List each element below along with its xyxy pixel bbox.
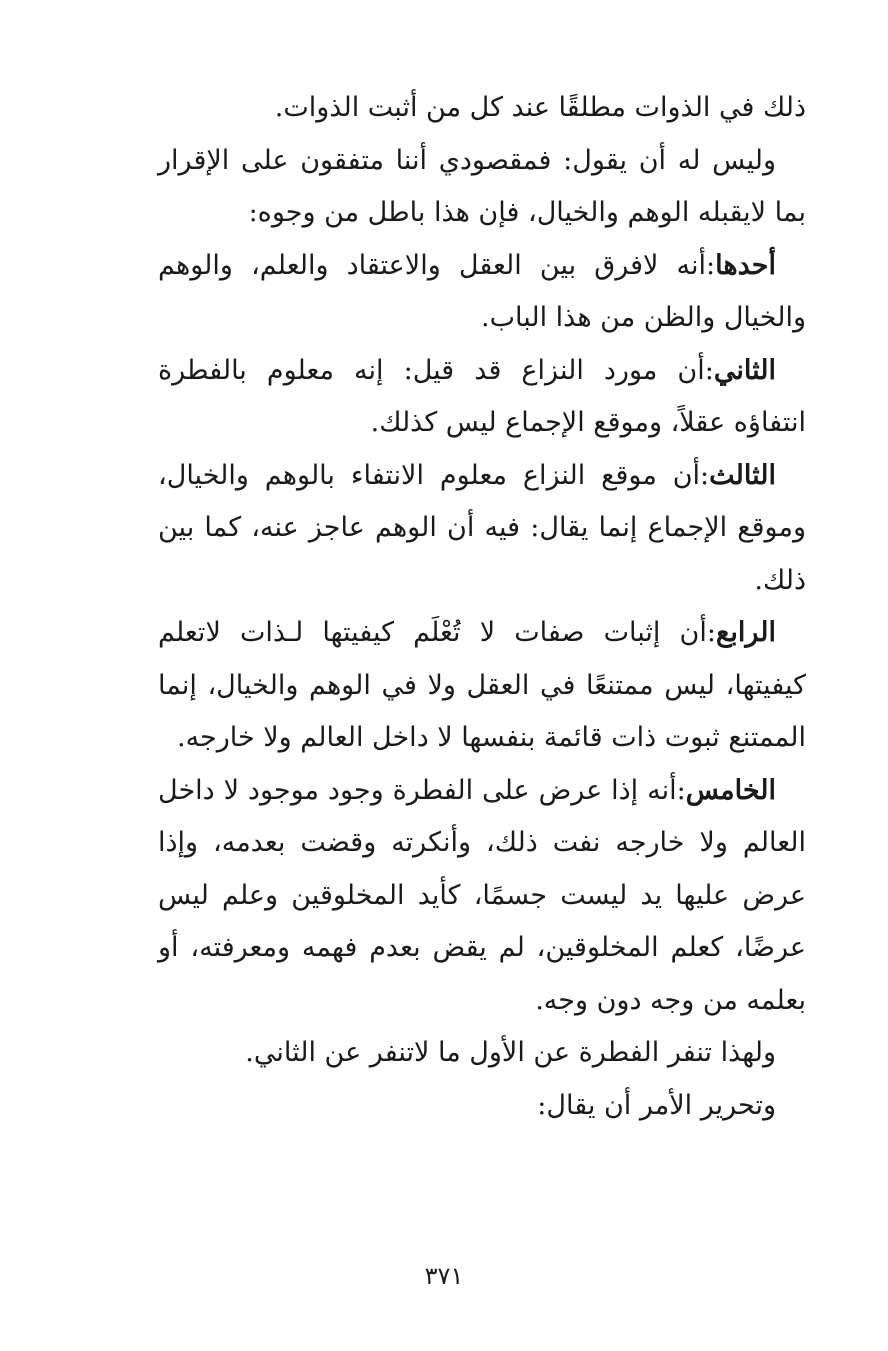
paragraph-text: أن إثبات صفات لا تُعْلَم كيفيتها لـذات لاتعلم كيفيتها، ليس ممتنعًا في العقل ولا في الوهم والخيال، إنما الممتنع ثبوت ذات قائمة بنفسها لا داخل العالم ولا خارجه. xyxy=(158,617,806,753)
heading-separator: : xyxy=(706,617,716,648)
heading-separator: : xyxy=(676,774,686,806)
page-number: ٣٧١ xyxy=(424,1262,464,1290)
paragraph-fourth-point xyxy=(158,607,806,765)
point-heading: الثاني xyxy=(713,354,776,386)
heading-separator: : xyxy=(704,354,714,386)
paragraph-text: ولهذا تنفر الفطرة عن الأول ما لاتنفر عن الثاني. xyxy=(245,1037,776,1068)
heading-separator: : xyxy=(706,249,716,281)
paragraph-text: أن موقع النزاع معلوم الانتفاء بالوهم والخيال، وموقع الإجماع إنما يقال: فيه أن الوهم عاجز عنه، كما بين ذلك. xyxy=(158,459,806,596)
paragraph-text: أنه إذا عرض على الفطرة وجود موجود لا داخل العالم ولا خارجه نفت ذلك، وأنكرته وقضت بعدمه، وإذا عرض عليها يد ليست جسمًا، كأيد المخلوقين وعلم ليس عرضًا، كعلم المخلوقين، لم يقض بعدم فهمه ومعرفته، أو بعلمه من وجه دون وجه. xyxy=(158,774,806,1016)
paragraph-conclusion xyxy=(158,1027,806,1080)
point-heading: أحدها xyxy=(715,249,776,281)
paragraph-text: أنه لافرق بين العقل والاعتقاد والعلم، والوهم والخيال والظن من هذا الباب. xyxy=(158,249,806,333)
point-heading: الثالث xyxy=(709,459,776,491)
paragraph-objection xyxy=(158,135,806,240)
paragraph-text: وتحرير الأمر أن يقال: xyxy=(537,1089,776,1121)
paragraph-continuation xyxy=(158,82,806,135)
paragraph-text: وليس له أن يقول: فمقصودي أننا متفقون على الإقرار بما لايقبله الوهم والخيال، فإن هذا باطل من وجوه: xyxy=(158,144,806,228)
paragraph-fifth-point xyxy=(158,765,806,1028)
paragraph-third-point xyxy=(158,450,806,608)
paragraph-closing xyxy=(158,1080,806,1133)
paragraph-text: ذلك في الذوات مطلقًا عند كل من أثبت الذوات. xyxy=(274,92,806,123)
point-heading: الخامس xyxy=(685,774,776,806)
paragraph-text: أن مورد النزاع قد قيل: إنه معلوم بالفطرة انتفاؤه عقلاً، وموقع الإجماع ليس كذلك. xyxy=(158,354,806,438)
paragraph-second-point xyxy=(158,345,806,450)
heading-separator: : xyxy=(700,459,710,491)
point-heading: الرابع xyxy=(715,617,776,648)
body-text xyxy=(158,82,806,1132)
paragraph-first-point xyxy=(158,240,806,345)
